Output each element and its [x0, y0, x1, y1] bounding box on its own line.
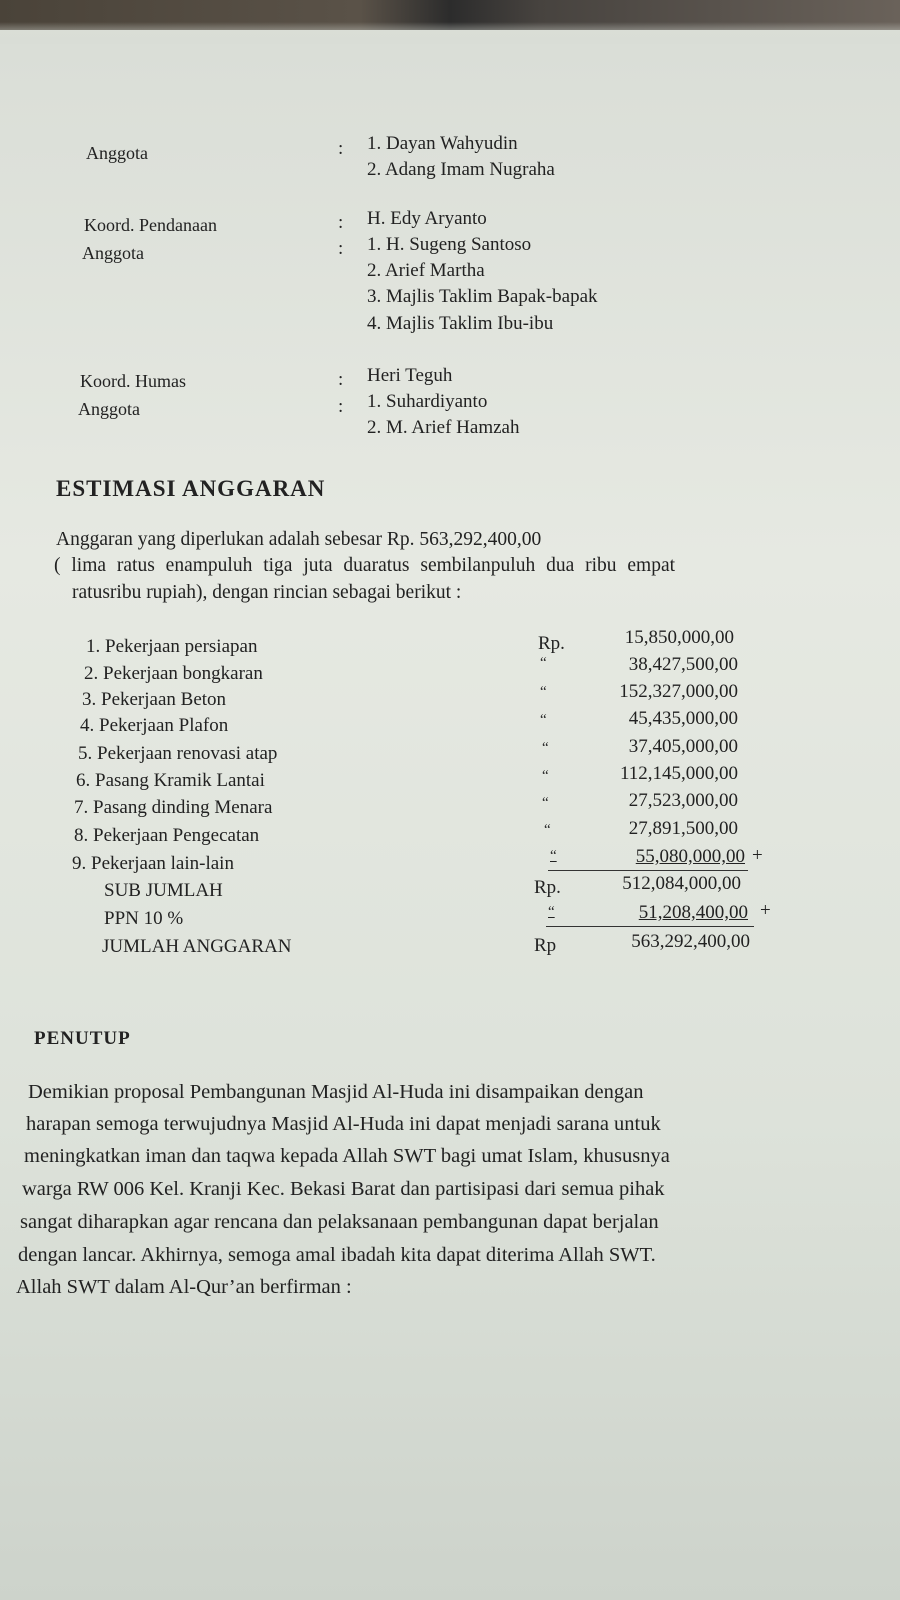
member-name: 4. Majlis Taklim Ibu-ibu: [367, 313, 554, 334]
sum-rule: [548, 870, 748, 871]
ditto-mark: “: [540, 712, 547, 728]
ditto-mark: “: [542, 795, 549, 811]
budget-item-amount: 27,523,000,00: [628, 790, 738, 811]
budget-item-amount: 45,435,000,00: [628, 708, 738, 729]
ditto-mark: “: [548, 904, 555, 920]
anggota-label: Anggota: [86, 143, 148, 163]
colon: :: [338, 212, 344, 233]
closing-line: harapan semoga terwujudnya Masjid Al-Huda ini dapat menjadi sarana untuk: [26, 1113, 661, 1135]
ditto-mark: “: [542, 768, 549, 784]
member-name: 1. Dayan Wahyudin: [367, 133, 518, 154]
colon: :: [338, 369, 344, 390]
closing-line: dengan lancar. Akhirnya, semoga amal ibadah kita dapat diterima Allah SWT.: [18, 1244, 656, 1266]
budget-item-amount: 27,891,500,00: [628, 818, 738, 839]
tax-label: PPN 10 %: [104, 908, 184, 929]
koord-pendanaan-label: Koord. Pendanaan: [84, 215, 217, 235]
ditto-mark: “: [550, 848, 557, 864]
member-name: 1. Suhardiyanto: [367, 391, 488, 412]
ditto-mark: “: [540, 655, 547, 671]
closing-line: Allah SWT dalam Al-Qur’an berfirman :: [16, 1276, 352, 1298]
ditto-mark: “: [540, 684, 547, 700]
budget-item-amount: 37,405,000,00: [628, 736, 738, 757]
budget-item-amount: 152,327,000,00: [619, 681, 738, 702]
budget-heading: ESTIMASI ANGGARAN: [56, 476, 326, 501]
total-amount: 563,292,400,00: [631, 931, 750, 952]
closing-line: meningkatkan iman dan taqwa kepada Allah SWT bagi umat Islam, khususnya: [24, 1145, 670, 1167]
subtotal-label: SUB JUMLAH: [104, 880, 223, 901]
tax-amount: 51,208,400,00: [638, 902, 748, 923]
budget-item-amount: 55,080,000,00: [635, 846, 745, 867]
budget-item-label: 2. Pekerjaan bongkaran: [84, 663, 263, 684]
budget-item-label: 5. Pekerjaan renovasi atap: [78, 743, 278, 764]
colon: :: [338, 238, 344, 259]
coordinator-name: H. Edy Aryanto: [367, 208, 487, 229]
coordinator-name: Heri Teguh: [367, 365, 453, 386]
closing-heading: PENUTUP: [34, 1028, 131, 1049]
budget-item-label: 1. Pekerjaan persiapan: [86, 636, 258, 657]
budget-intro-line: ratusribu rupiah), dengan rincian sebagai berikut :: [72, 582, 462, 603]
closing-line: sangat diharapkan agar rencana dan pelaksanaan pembangunan dapat berjalan: [20, 1211, 659, 1233]
member-name: 3. Majlis Taklim Bapak-bapak: [367, 286, 598, 307]
sum-rule: [546, 926, 754, 927]
budget-item-label: 6. Pasang Kramik Lantai: [76, 770, 265, 791]
currency-symbol: Rp.: [538, 633, 565, 654]
total-label: JUMLAH ANGGARAN: [102, 936, 292, 957]
anggota-label: Anggota: [78, 399, 140, 419]
budget-item-amount: 15,850,000,00: [624, 627, 734, 648]
currency-symbol: Rp.: [534, 877, 561, 898]
sum-operator: +: [760, 900, 771, 921]
closing-line: warga RW 006 Kel. Kranji Kec. Bekasi Barat dan partisipasi dari semua pihak: [22, 1178, 665, 1200]
budget-item-amount: 112,145,000,00: [619, 763, 738, 784]
budget-item-label: 3. Pekerjaan Beton: [82, 689, 227, 710]
colon: :: [338, 396, 344, 417]
subtotal-amount: 512,084,000,00: [622, 873, 741, 894]
sum-operator: +: [752, 845, 763, 866]
ditto-mark: “: [544, 822, 551, 838]
budget-item-label: 8. Pekerjaan Pengecatan: [74, 825, 260, 846]
budget-item-label: 4. Pekerjaan Plafon: [80, 715, 229, 736]
budget-item-label: 7. Pasang dinding Menara: [74, 797, 273, 818]
currency-symbol: Rp: [534, 935, 557, 956]
budget-item-label: 9. Pekerjaan lain-lain: [72, 853, 234, 874]
budget-item-amount: 38,427,500,00: [628, 654, 738, 675]
member-name: 2. Adang Imam Nugraha: [367, 159, 555, 180]
budget-intro-line: Anggaran yang diperlukan adalah sebesar Rp. 563,292,400,00: [56, 529, 542, 550]
koord-humas-label: Koord. Humas: [80, 371, 186, 391]
closing-line: Demikian proposal Pembangunan Masjid Al-Huda ini disampaikan dengan: [28, 1081, 644, 1103]
ditto-mark: “: [542, 740, 549, 756]
anggota-label: Anggota: [82, 243, 144, 263]
member-name: 1. H. Sugeng Santoso: [367, 234, 532, 255]
member-name: 2. Arief Martha: [367, 260, 485, 281]
colon: :: [338, 138, 344, 159]
member-name: 2. M. Arief Hamzah: [367, 417, 520, 438]
budget-intro-line: ( lima ratus enampuluh tiga juta duaratus sembilanpuluh dua ribu empat: [54, 555, 676, 576]
